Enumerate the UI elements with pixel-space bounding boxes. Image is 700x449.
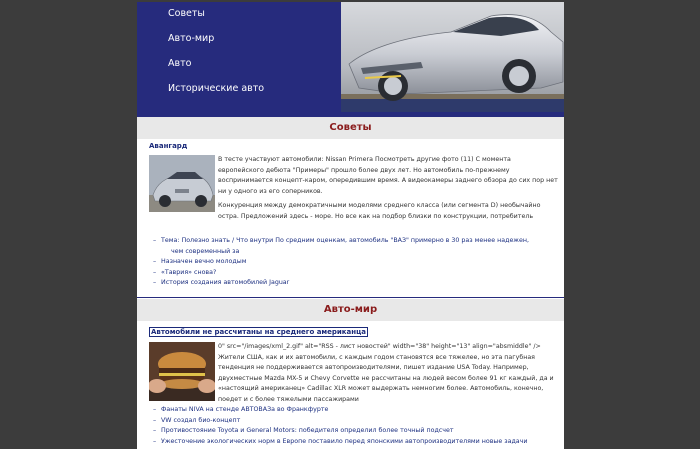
- link-item[interactable]: – Ужесточение экологических норм в Европе поставило перед японскими автопроизводителями новые задачи: [153, 437, 558, 448]
- article-text-1: В тесте участвуют автомобили: Nissan Primera Посмотреть другие фото (11) С момента европейского дебюта "Примеры" прошло более двух лет. Но автомобиль по-прежнему воспринимается концепт-каром, опередившим время. А видеокамеры заднего обзора до сих пор нет ни у одного из его соперников.: [218, 156, 558, 195]
- article-thumbnail-nissan: [149, 155, 215, 212]
- nav-item-historical[interactable]: Исторические авто: [168, 83, 265, 94]
- nav-item-avto[interactable]: Авто: [168, 58, 192, 69]
- related-links-avto-mir: [153, 405, 558, 447]
- link-item[interactable]: – Противостояние Toyota и General Motors: победителя определил более точный подсчет: [153, 426, 558, 437]
- link-item[interactable]: – Назначен вечно молодым: [153, 257, 553, 268]
- link-item[interactable]: – История создания автомобилей Jaguar: [153, 278, 553, 289]
- link-item[interactable]: – Тема: Полезно знать / Что внутри По средним оценкам, автомобиль "ВАЗ" примерно в 30 раз менее надежен,: [153, 236, 553, 247]
- link-item[interactable]: – VW создал био-концепт: [153, 416, 558, 427]
- section-heading-avto-mir: Авто-мир: [137, 299, 564, 321]
- link-item[interactable]: – Фанаты NIVA на стенде АВТОВАЗа во Франкфурте: [153, 405, 558, 416]
- main-nav: [137, 2, 341, 112]
- article-text-2: Конкуренция между демократичными моделями среднего класса (или сегмента D) необычайно остра. Предложений здесь - море. Но все как на подбор близки по конструкции, потребитель: [218, 202, 541, 220]
- section-heading-sovety: Советы: [137, 117, 564, 139]
- section-divider: [137, 297, 564, 298]
- link-item-continuation[interactable]: чем современный за: [171, 247, 240, 255]
- hero-car-image: [341, 2, 564, 112]
- article-text-3: 0" src="/images/xml_2.gif" alt="RSS - лист новостей" width="38" height="13" align="absmiddle" /> Жители США, как и их автомобили, с каждым годом становятся все тяжелее, но эта пагубная тенденция не поддерживается автопроизводителями, пишет издание USA Today. Например, двухместные Mazda MX-5 и Chevy Corvette не рассчитаны на людей весом более 91 кг каждый, да и «настоящий американец» Cadillac XLR может выдержать немногим более. Автомобиль, конечно, поедет и с более тяжелыми пассажирами: [218, 343, 554, 403]
- nav-item-sovety[interactable]: Советы: [168, 8, 205, 19]
- page-container: [137, 2, 564, 449]
- article-title-americans[interactable]: Автомобили не рассчитаны на среднего американца: [151, 328, 367, 336]
- site-header: [137, 2, 564, 112]
- link-item[interactable]: – «Таврия» снова?: [153, 268, 553, 279]
- article-thumbnail-burger: [149, 342, 215, 401]
- article-title-avangard[interactable]: Авангард: [149, 142, 188, 150]
- related-links-sovety: [153, 236, 553, 289]
- nav-item-avto-mir[interactable]: Авто-мир: [168, 33, 215, 44]
